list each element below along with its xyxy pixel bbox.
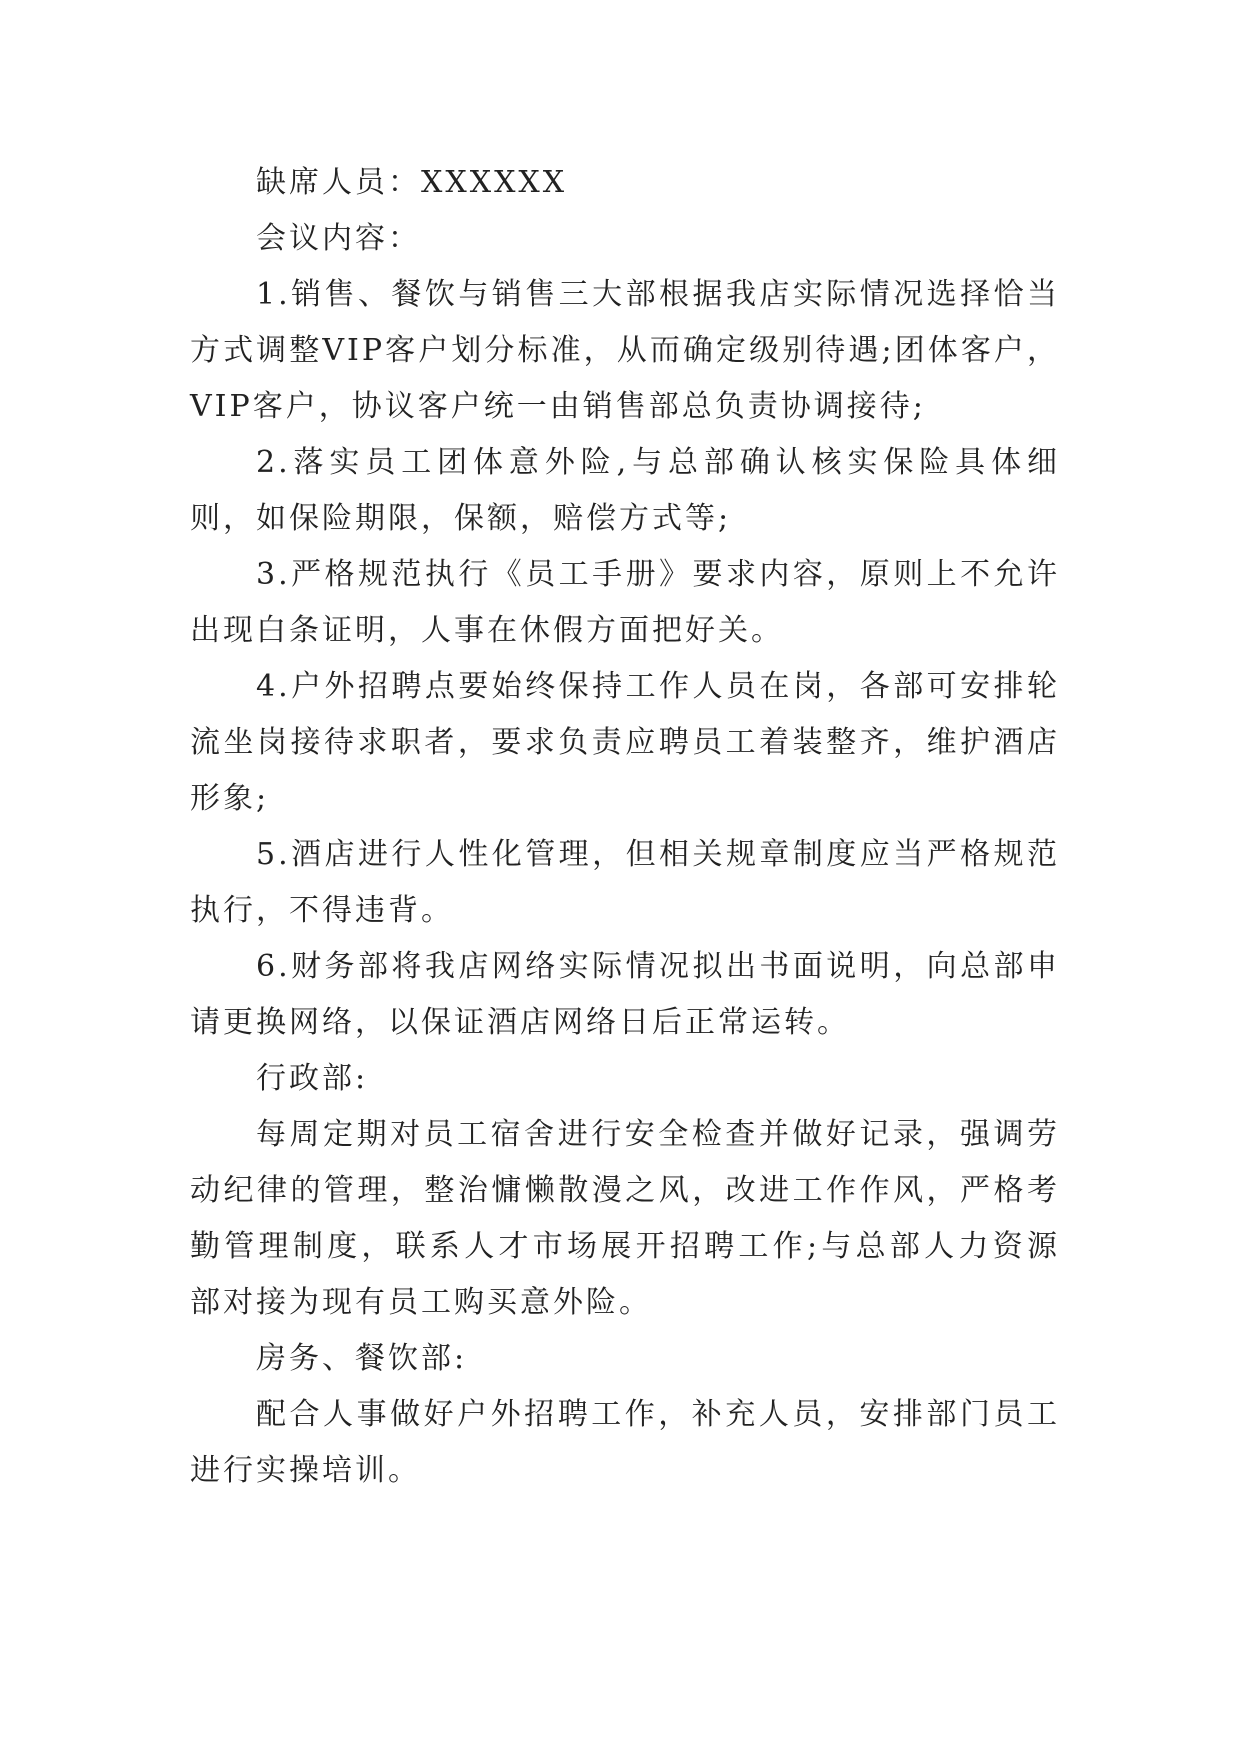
item-2-paragraph: 2.落实员工团体意外险,与总部确认核实保险具体细则，如保险期限，保额，赔偿方式等;	[190, 445, 1060, 536]
item-1-paragraph: 1.销售、餐饮与销售三大部根据我店实际情况选择恰当方式调整VIP客户划分标准，从而确定级别待遇;团体客户，VIP客户，协议客户统一由销售部总负责协调接待;	[190, 277, 1060, 424]
rooms-catering-paragraph: 配合人事做好户外招聘工作，补充人员，安排部门员工进行实操培训。	[190, 1397, 1060, 1488]
admin-dept-heading: 行政部:	[256, 1061, 369, 1096]
meeting-content-heading: 会议内容：	[256, 221, 421, 256]
rooms-catering-heading: 房务、餐饮部:	[256, 1341, 468, 1376]
item-5-paragraph: 5.酒店进行人性化管理，但相关规章制度应当严格规范执行，不得违背。	[190, 837, 1060, 928]
item-3-paragraph: 3.严格规范执行《员工手册》要求内容，原则上不允许出现白条证明，人事在休假方面把好关。	[190, 557, 1060, 648]
admin-dept-paragraph: 每周定期对员工宿舍进行安全检查并做好记录，强调劳动纪律的管理，整治慵懒散漫之风，改进工作作风，严格考勤管理制度，联系人才市场展开招聘工作;与总部人力资源部对接为现有员工购买意外险。	[190, 1117, 1060, 1320]
absent-attendees-line: 缺席人员：XXXXXX	[256, 165, 568, 200]
document-body	[190, 155, 1060, 1499]
item-4-paragraph: 4.户外招聘点要始终保持工作人员在岗，各部可安排轮流坐岗接待求职者，要求负责应聘员工着装整齐，维护酒店形象;	[190, 669, 1060, 816]
item-6-paragraph: 6.财务部将我店网络实际情况拟出书面说明，向总部申请更换网络，以保证酒店网络日后正常运转。	[190, 949, 1060, 1040]
